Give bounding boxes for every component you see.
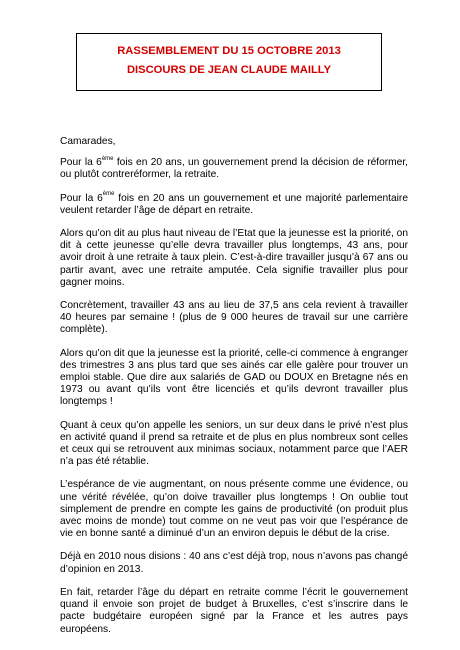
paragraph-9: En fait, retarder l’âge du départ en retraite comme l’écrit le gouvernement quand il envoie son projet de budget à Bruxelles, c’est s’inscrire dans le pacte budgétaire européen signé par la France et les autres pays européens.: [60, 586, 408, 635]
speech-body: [60, 136, 408, 647]
title-box: [76, 33, 382, 91]
greeting: Camarades,: [60, 136, 116, 147]
paragraph-1-rest: fois en 20 ans, un gouvernement prend la décision de réformer, ou plutôt contreréformer, la retraite.: [60, 157, 408, 181]
title-line-2: DISCOURS DE JEAN CLAUDE MAILLY: [126, 64, 332, 76]
paragraph-7: L’espérance de vie augmentant, on nous présente comme une évidence, ou une vérité révélée, qu’on doive travailler plus longtemps ! On oublie tout simplement de prendre en compte les gains de productivité (on produit plus avec moins de monde) tout comme on ne veut pas voir que l’espérance de vie en bonne santé a diminué d’un an environ depuis le début de la crise.: [60, 479, 408, 540]
paragraph-6: Quant à ceux qu’on appelle les seniors, un sur deux dans le privé n’est plus en activité quand il prend sa retraite et de plus en plus nombreux sont celles et ceux qui se retrouvent aux minimas sociaux, notamment parce que l’AER n’a pas été rétablie.: [60, 419, 408, 468]
paragraph-2-rest: fois en 20 ans un gouvernement et une majorité parlementaire veulent retarder l’âge de départ en retraite.: [60, 192, 408, 216]
paragraph-1-start: Pour la 6: [60, 157, 102, 169]
paragraph-2-superscript: ème: [102, 191, 115, 198]
paragraph-8: Déjà en 2010 nous disions : 40 ans c’est déjà trop, nous n’avons pas changé d’opinion en 2013.: [60, 551, 408, 575]
title-line-1: RASSEMBLEMENT DU 15 OCTOBRE 2013: [117, 45, 341, 57]
paragraph-3: Alors qu’on dit au plus haut niveau de l’Etat que la jeunesse est la priorité, on dit à cette jeunesse qu’elle devra travailler plus longtemps, 43 ans, pour avoir droit à une retraite à taux plein. C’est-à-dire travailler jusqu’à 67 ans ou partir avant, avec une retraite amputée. Cela signifie travailler plus pour gagner moins.: [60, 228, 408, 288]
paragraph-2-start: Pour la 6: [60, 192, 103, 204]
paragraph-4: Concrètement, travailler 43 ans au lieu de 37,5 ans cela revient à travailler 40 heures par semaine ! (plus de 9 000 heures de travail sur une carrière complète).: [60, 300, 408, 336]
paragraph-2: [60, 193, 408, 217]
paragraph-1: [60, 157, 408, 181]
paragraph-5: Alors qu’on dit que la jeunesse est la priorité, celle-ci commence à engranger des trimestres 3 ans plus tard que ses ainés car elle galère pour trouver un emploi stable. Que dire aux salariés de GAD ou DOUX en Bretagne nés en 1973 ou avant qu’ils vont être licenciés et qu’ils devront travailler plus longtemps !: [60, 347, 408, 408]
paragraph-1-superscript: ème: [101, 155, 114, 162]
